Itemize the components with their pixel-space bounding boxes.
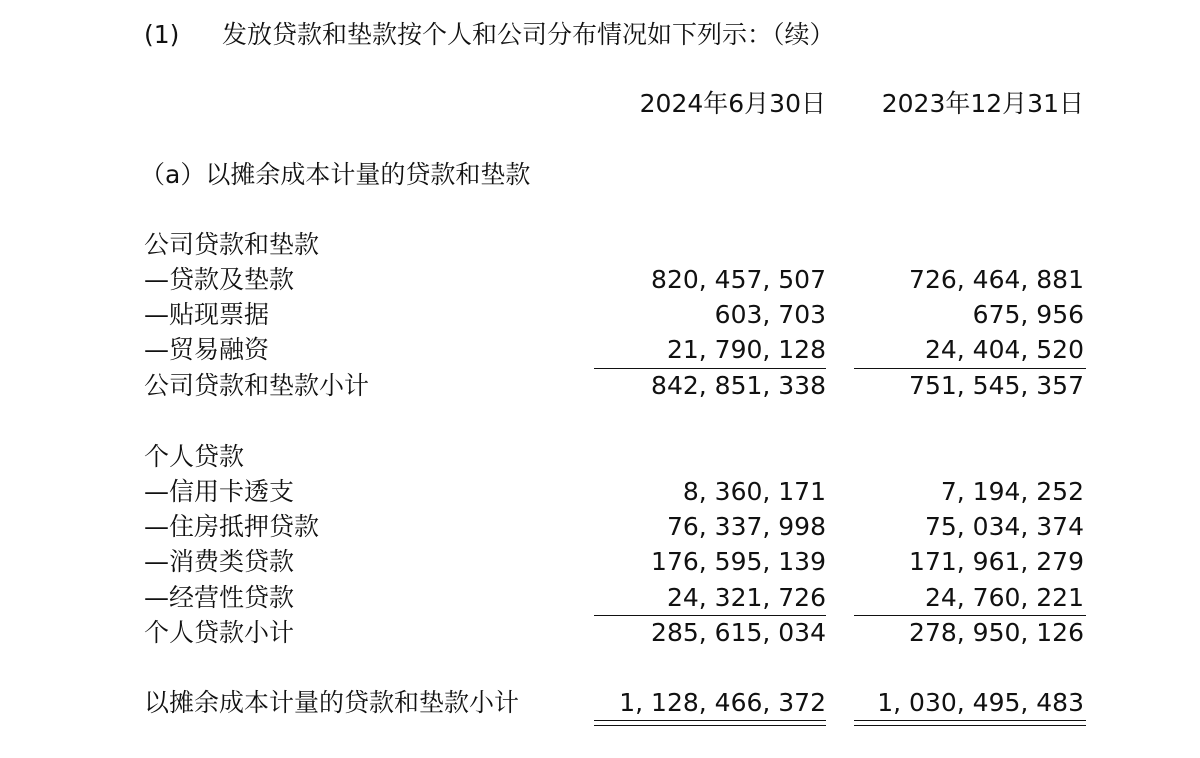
- personal-row-value-2023: 24, 760, 221: [924, 583, 1084, 612]
- personal-row-value-2024: 176, 595, 139: [651, 547, 826, 576]
- total-double-rule-bottom: [854, 725, 1086, 726]
- personal-row-label: —经营性贷款: [144, 583, 295, 612]
- total-double-rule-bottom: [594, 725, 826, 726]
- total-label: 以摊余成本计量的贷款和垫款小计: [144, 688, 520, 717]
- note-title: 发放贷款和垫款按个人和公司分布情况如下列示：（续）: [222, 20, 835, 49]
- corporate-subtotal-value-2023: 751, 545, 357: [909, 371, 1084, 400]
- corporate-row-label: —贸易融资: [144, 335, 270, 364]
- corporate-subtotal-label: 公司贷款和垫款小计: [144, 371, 370, 400]
- personal-subtotal-value-2023: 278, 950, 126: [909, 618, 1084, 647]
- personal-row-value-2024: 24, 321, 726: [666, 583, 826, 612]
- personal-group-title: 个人贷款: [144, 442, 245, 471]
- corporate-group-title: 公司贷款和垫款: [144, 230, 320, 259]
- note-number: (1): [144, 20, 180, 49]
- corporate-row-value-2024: 21, 790, 128: [666, 335, 826, 364]
- column-header-2023: 2023年12月31日: [881, 89, 1084, 118]
- personal-row-label: —消费类贷款: [144, 547, 295, 576]
- corporate-row-label: —贷款及垫款: [144, 265, 295, 294]
- personal-row-value-2023: 171, 961, 279: [909, 547, 1084, 576]
- column-header-2024: 2024年6月30日: [639, 89, 826, 118]
- corporate-row-value-2024: 603, 703: [714, 300, 826, 329]
- corporate-row-value-2023: 24, 404, 520: [924, 335, 1084, 364]
- section-a-title: （a）以摊余成本计量的贷款和垫款: [140, 160, 531, 189]
- personal-subtotal-label: 个人贷款小计: [144, 618, 295, 647]
- personal-row-value-2024: 8, 360, 171: [682, 477, 826, 506]
- corporate-row-value-2023: 726, 464, 881: [909, 265, 1084, 294]
- personal-row-value-2023: 75, 034, 374: [924, 512, 1084, 541]
- total-double-rule-top: [854, 720, 1086, 721]
- corporate-row-value-2024: 820, 457, 507: [651, 265, 826, 294]
- corporate-row-value-2023: 675, 956: [972, 300, 1084, 329]
- total-value-2023: 1, 030, 495, 483: [877, 688, 1084, 717]
- personal-row-value-2024: 76, 337, 998: [666, 512, 826, 541]
- personal-row-label: —住房抵押贷款: [144, 512, 320, 541]
- personal-row-value-2023: 7, 194, 252: [940, 477, 1084, 506]
- personal-row-label: —信用卡透支: [144, 477, 295, 506]
- personal-subtotal-value-2024: 285, 615, 034: [651, 618, 826, 647]
- corporate-row-label: —贴现票据: [144, 300, 270, 329]
- total-double-rule-top: [594, 720, 826, 721]
- total-value-2024: 1, 128, 466, 372: [619, 688, 826, 717]
- corporate-subtotal-value-2024: 842, 851, 338: [651, 371, 826, 400]
